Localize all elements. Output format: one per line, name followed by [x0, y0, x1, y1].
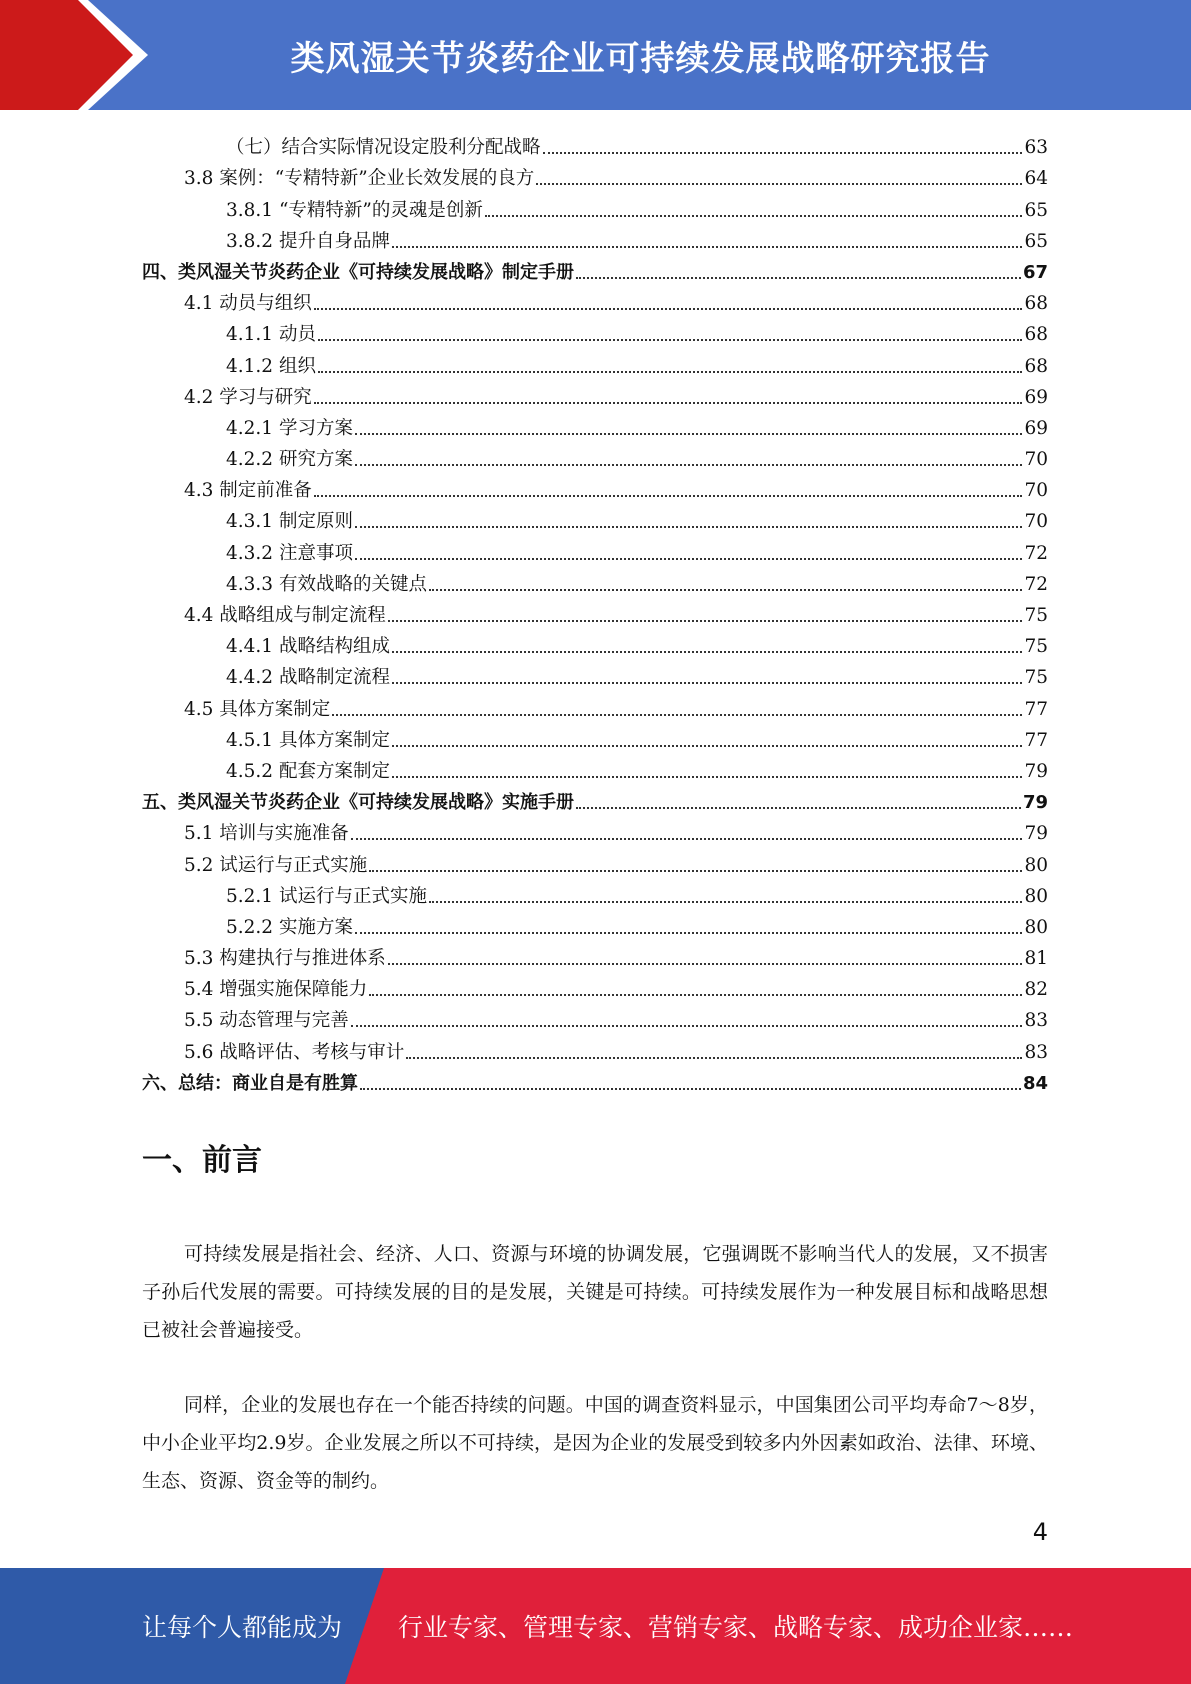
toc-item[interactable]: 5.3 构建执行与推进体系 81 [184, 948, 1048, 970]
footer-slogan-right: 行业专家、管理专家、营销专家、战略专家、成功企业家…… [398, 1613, 1074, 1642]
toc-item[interactable]: 4.3.2 注意事项 72 [226, 542, 1048, 564]
toc-item[interactable]: 5.1 培训与实施准备 79 [184, 823, 1048, 845]
toc-item[interactable]: 4.1.2 组织 68 [226, 355, 1048, 377]
toc-item[interactable]: 4.2.1 学习方案 69 [226, 417, 1048, 439]
toc-item[interactable]: 3.8.1 “专精特新”的灵魂是创新 65 [226, 199, 1048, 221]
toc-item[interactable]: 4.4.2 战略制定流程 75 [226, 667, 1048, 689]
toc-item[interactable]: 5.2.1 试运行与正式实施 80 [226, 885, 1048, 907]
toc-item[interactable]: 5.2.2 实施方案 80 [226, 916, 1048, 938]
toc-chapter[interactable]: 四、类风湿关节炎药企业《可持续发展战略》制定手册 67 [142, 261, 1048, 283]
toc-item[interactable]: 5.5 动态管理与完善 83 [184, 1010, 1048, 1032]
toc-item[interactable]: 5.6 战略评估、考核与审计 83 [184, 1041, 1048, 1063]
toc-item[interactable]: 4.5.1 具体方案制定 77 [226, 729, 1048, 751]
toc-item[interactable]: 4.5.2 配套方案制定 79 [226, 760, 1048, 782]
toc-item[interactable]: 4.3 制定前准备 70 [184, 480, 1048, 502]
table-of-contents [142, 128, 1048, 1095]
toc-item[interactable]: 4.3.3 有效战略的关键点 72 [226, 573, 1048, 595]
toc-item[interactable]: 4.2 学习与研究 69 [184, 386, 1048, 408]
toc-chapter[interactable]: 五、类风湿关节炎药企业《可持续发展战略》实施手册 79 [142, 792, 1048, 814]
chevron-logo-icon [0, 0, 150, 110]
section-heading: 一、前言 [142, 1143, 262, 1178]
body-paragraph: 同样，企业的发展也存在一个能否持续的问题。中国的调查资料显示，中国集团公司平均寿命7～8岁，中小企业平均2.9岁。企业发展之所以不可持续，是因为企业的发展受到较多内外因素如政治、法律、环境、生态、资源、资金等的制约。 [142, 1394, 1048, 1492]
page-header [0, 0, 1191, 110]
toc-item[interactable]: 3.8 案例：“专精特新”企业长效发展的良方 64 [184, 168, 1048, 190]
toc-item[interactable]: 3.8.2 提升自身品牌 65 [226, 230, 1048, 252]
toc-item[interactable]: 4.5 具体方案制定 77 [184, 698, 1048, 720]
page-footer [0, 1568, 1191, 1684]
body-paragraph: 可持续发展是指社会、经济、人口、资源与环境的协调发展，它强调既不影响当代人的发展，又不损害子孙后代发展的需要。可持续发展的目的是发展，关键是可持续。可持续发展作为一种发展目标和战略思想已被社会普遍接受。 [142, 1243, 1048, 1341]
report-title: 类风湿关节炎药企业可持续发展战略研究报告 [290, 38, 991, 79]
toc-item[interactable]: 5.2 试运行与正式实施 80 [184, 854, 1048, 876]
footer-slogan-left: 让每个人都能成为 [142, 1613, 343, 1642]
toc-item[interactable]: 4.3.1 制定原则 70 [226, 511, 1048, 533]
toc-chapter[interactable]: 六、总结：商业自是有胜算 84 [142, 1072, 1048, 1094]
toc-item[interactable]: 4.2.2 研究方案 70 [226, 449, 1048, 471]
toc-item[interactable]: 4.1 动员与组织 68 [184, 293, 1048, 315]
page-number: 4 [1032, 1518, 1048, 1546]
toc-item[interactable]: 4.4 战略组成与制定流程 75 [184, 605, 1048, 626]
toc-item[interactable]: 4.4.1 战略结构组成 75 [226, 636, 1048, 658]
toc-item[interactable]: 5.4 增强实施保障能力 82 [184, 979, 1048, 1001]
toc-item[interactable]: 4.1.1 动员 68 [226, 324, 1048, 346]
toc-item[interactable]: （七）结合实际情况设定股利分配战略 63 [226, 137, 1048, 159]
